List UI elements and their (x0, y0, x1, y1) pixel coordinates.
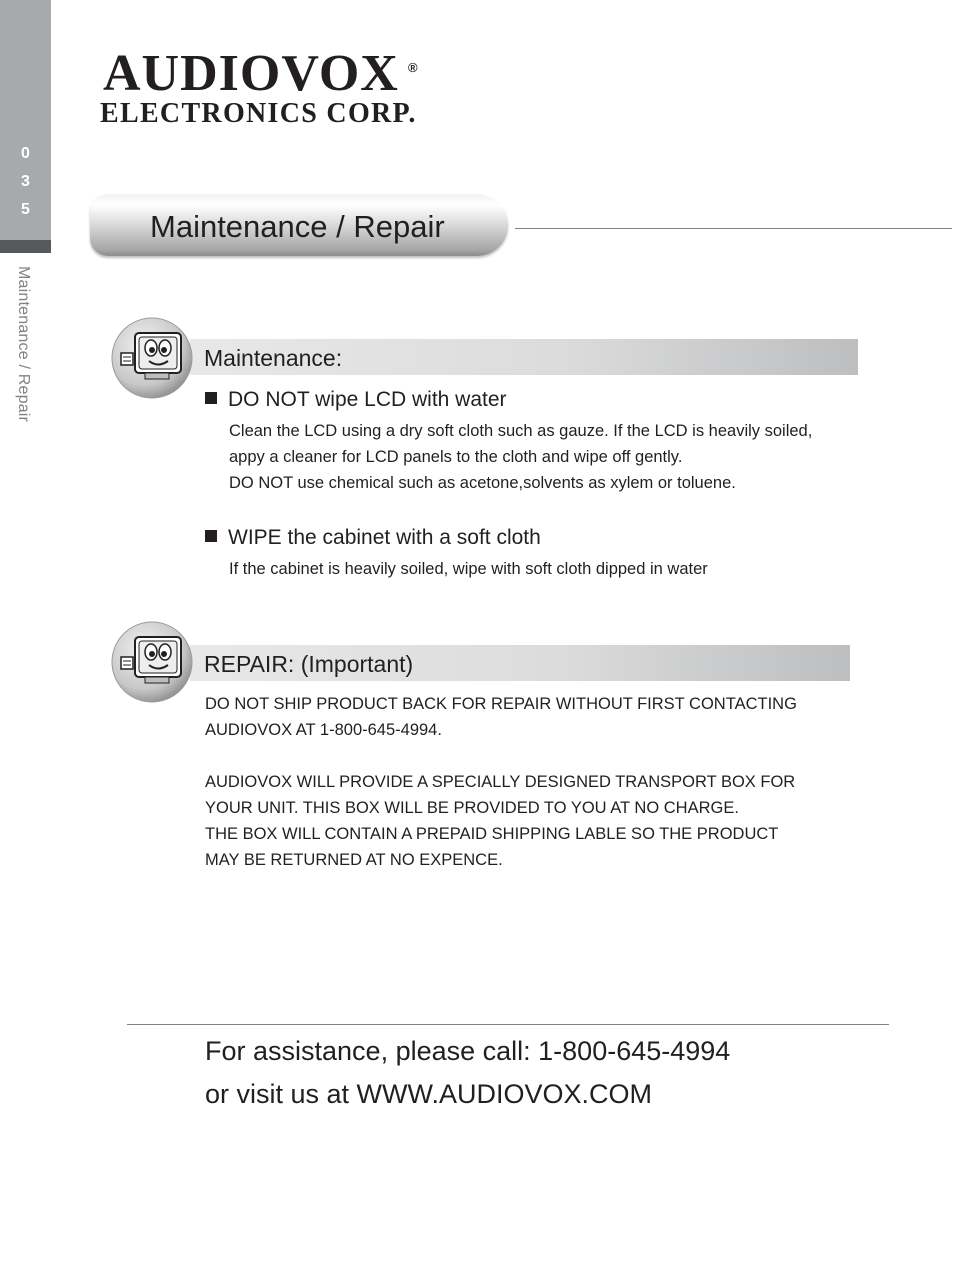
black-square-bullet-icon (205, 392, 217, 404)
maintenance-item-title: DO NOT wipe LCD with water (205, 387, 507, 413)
black-square-bullet-icon (205, 530, 217, 542)
cartoon-tv-mascot-icon (111, 317, 193, 399)
logo-subtitle: ELECTRONICS CORP. (100, 98, 417, 129)
side-tab (0, 0, 51, 253)
audiovox-logo (100, 45, 430, 129)
maintenance-heading-bar (190, 339, 858, 375)
repair-heading: REPAIR: (Important) (204, 651, 414, 677)
page-title-banner (90, 194, 508, 256)
maintenance-item-body: If the cabinet is heavily soiled, wipe with soft cloth dipped in water (229, 560, 708, 578)
logo-brand: AUDIOVOX (103, 45, 399, 102)
page-digit: 3 (21, 173, 30, 190)
footer-divider (127, 1024, 889, 1025)
repair-line: DO NOT SHIP PRODUCT BACK FOR REPAIR WITHOUT FIRST CONTACTING (205, 695, 797, 713)
maintenance-item-title: WIPE the cabinet with a soft cloth (205, 525, 541, 551)
repair-line: MAY BE RETURNED AT NO EXPENCE. (205, 851, 503, 869)
cartoon-tv-mascot-icon (111, 621, 193, 703)
repair-line: THE BOX WILL CONTAIN A PREPAID SHIPPING LABLE SO THE PRODUCT (205, 825, 779, 843)
logo-registered-mark: ® (408, 60, 418, 75)
repair-line: AUDIOVOX WILL PROVIDE A SPECIALLY DESIGNED TRANSPORT BOX FOR (205, 773, 796, 791)
maintenance-item-body: Clean the LCD using a dry soft cloth such as gauze. If the LCD is heavily soiled, appy a cleaner for LCD panels to the cloth and wipe off gently. DO NOT use chemical such as acetone,solvents as xylem or toluene. (229, 422, 813, 492)
maintenance-heading: Maintenance: (204, 345, 343, 371)
page-digit: 5 (21, 201, 30, 218)
page-digit: 0 (21, 145, 30, 162)
title-divider (515, 228, 952, 229)
side-section-label: Maintenance / Repair (15, 266, 32, 423)
footer-website-line: or visit us at WWW.AUDIOVOX.COM (205, 1079, 653, 1109)
repair-heading-bar (190, 645, 850, 681)
side-tab-strip (0, 240, 51, 253)
footer-phone-line: For assistance, please call: 1-800-645-4994 (205, 1036, 731, 1066)
page-number (0, 140, 51, 224)
footer-assistance (205, 1030, 730, 1116)
page-title: Maintenance / Repair (150, 209, 445, 244)
repair-line: YOUR UNIT. THIS BOX WILL BE PROVIDED TO YOU AT NO CHARGE. (205, 799, 739, 817)
repair-line: AUDIOVOX AT 1-800-645-4994. (205, 721, 442, 739)
repair-body (205, 691, 797, 873)
